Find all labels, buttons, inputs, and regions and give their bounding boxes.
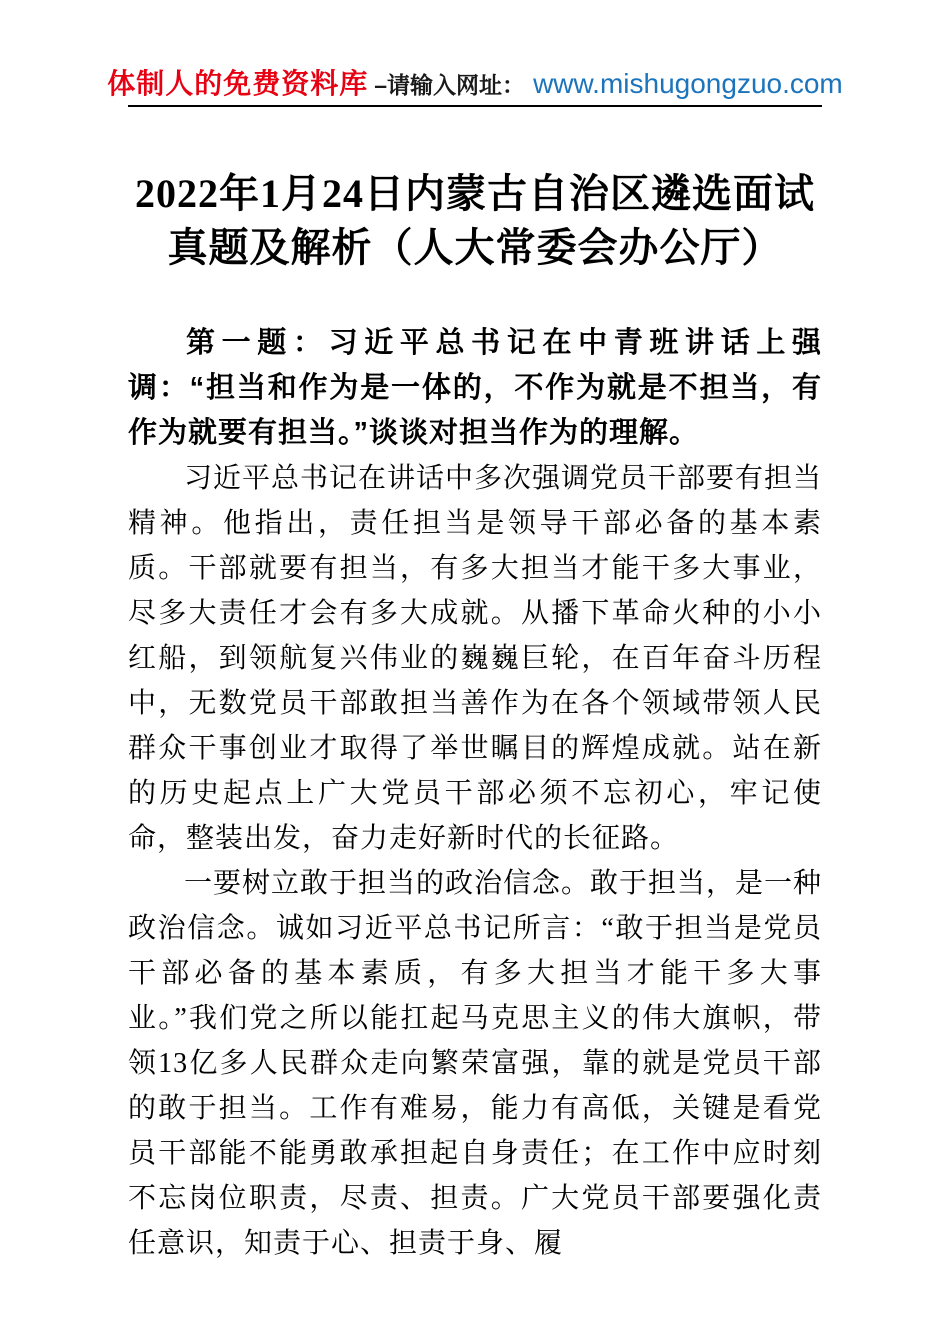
- answer-paragraph-1: 习近平总书记在讲话中多次强调党员干部要有担当精神。他指出，责任担当是领导干部必备的基本素质。干部就要有担当，有多大担当才能干多大事业，尽多大责任才会有多大成就。从播下革命火种的小小红船，到领航复兴伟业的巍巍巨轮，在百年奋斗历程中，无数党员干部敢担当善作为在各个领域带领人民群众干事创业才取得了举世瞩目的辉煌成就。站在新的历史起点上广大党员干部必须不忘初心，牢记使命，整装出发，奋力走好新时代的长征路。: [128, 463, 823, 854]
- answer-paragraph-2: 一要树立敢于担当的政治信念。敢于担当，是一种政治信念。诚如习近平总书记所言：“敢于担当是党员干部必备的基本素质，有多大担当才能干多大事业。”我们党之所以能扛起马克思主义的伟大旗帜，带领13亿多人民群众走向繁荣富强，靠的就是党员干部的敢于担当。工作有难易，能力有高低，关键是看党员干部能不能勇敢承担起自身责任；在工作中应时刻不忘岗位职责，尽责、担责。广大党员干部要强化责任意识，知责于心、担责于身、履: [128, 868, 823, 1259]
- url-prompt: –请输入网址：: [374, 72, 526, 98]
- site-brand: 体制人的免费资料库: [107, 68, 369, 99]
- site-header: [107, 0, 843, 102]
- document-title: 2022年1月24日内蒙古自治区遴选面试真题及解析（人大常委会办公厅）: [135, 171, 815, 270]
- header-divider: [128, 105, 822, 107]
- question-paragraph: 第一题：习近平总书记在中青班讲话上强调：“担当和作为是一体的，不作为就是不担当，有作为就要有担当。”谈谈对担当作为的理解。: [128, 327, 822, 449]
- site-url-link[interactable]: www.mishugongzuo.com: [533, 68, 843, 99]
- document-body: [128, 321, 822, 1266]
